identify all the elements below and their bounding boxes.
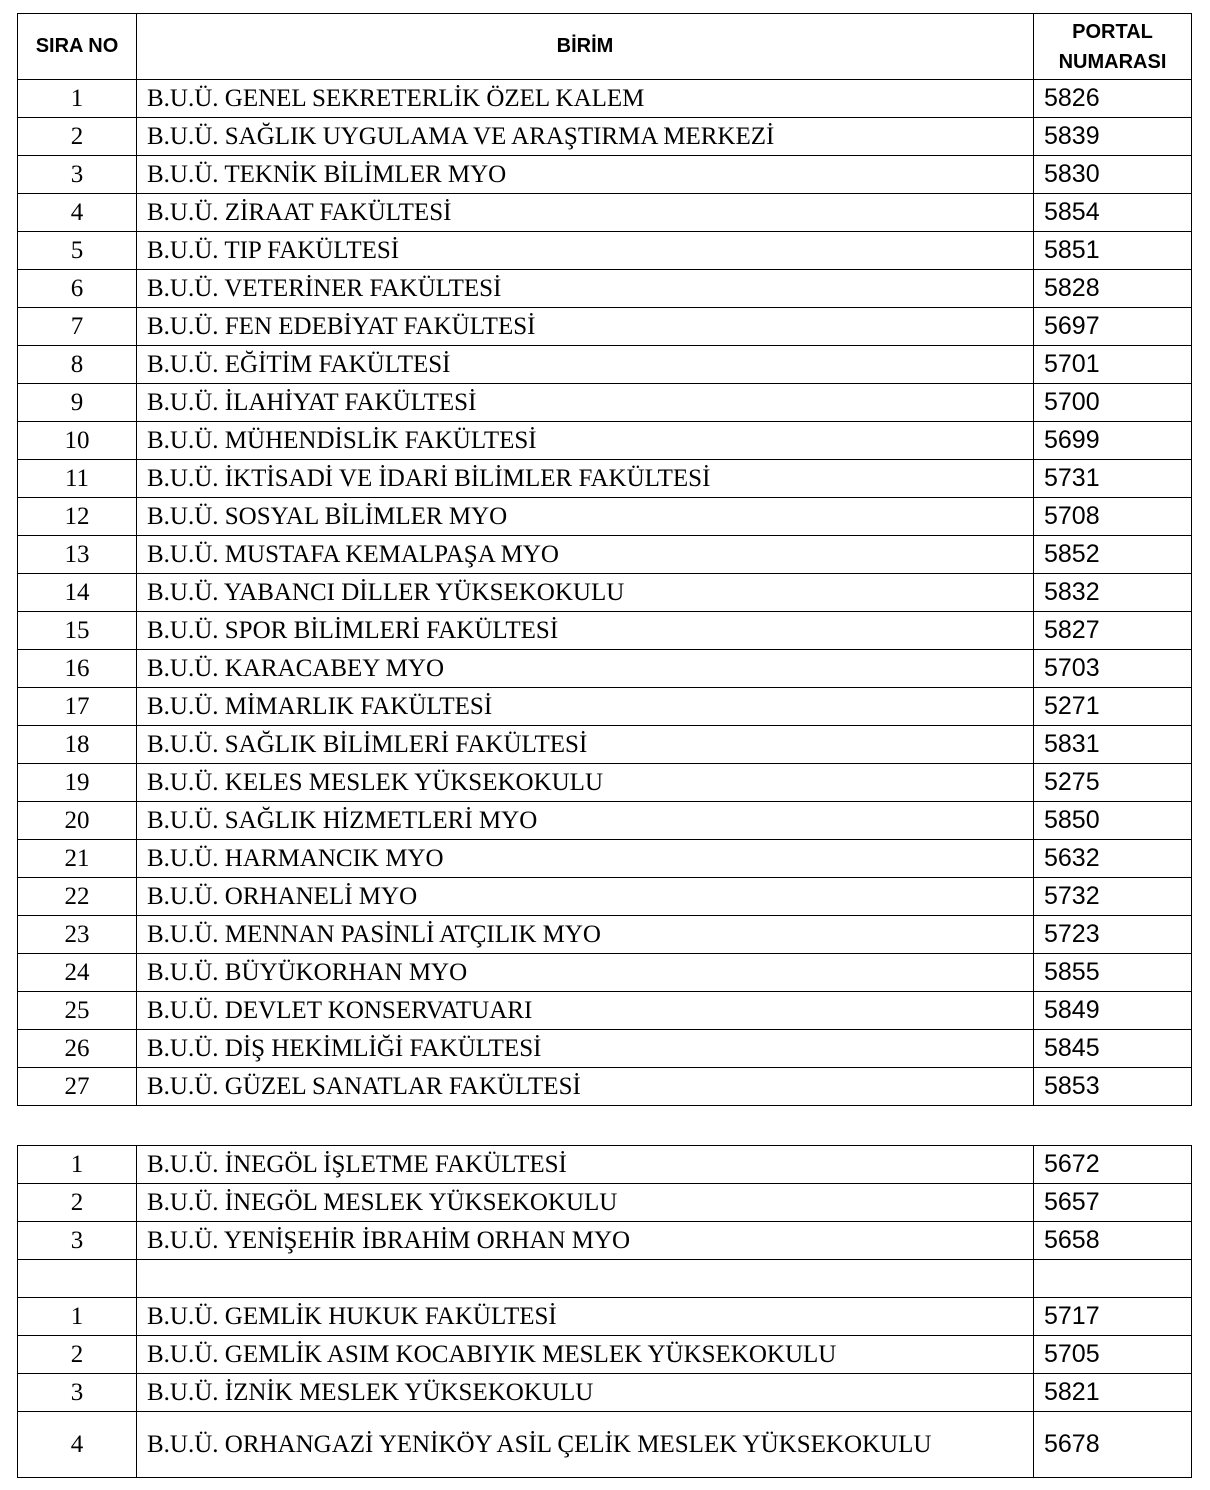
birim-cell: B.U.Ü. YENİŞEHİR İBRAHİM ORHAN MYO: [137, 1222, 1034, 1260]
main-units-table: [17, 13, 1192, 1106]
birim-cell: B.U.Ü. VETERİNER FAKÜLTESİ: [137, 270, 1034, 308]
sira-no-cell: 2: [18, 118, 137, 156]
table-row: [18, 1030, 1192, 1068]
sira-no-cell: 17: [18, 688, 137, 726]
table-row: [18, 270, 1192, 308]
table-row: [18, 574, 1192, 612]
sira-no-cell: 25: [18, 992, 137, 1030]
portal-number-cell: 5851: [1034, 232, 1192, 270]
header-portal-line1: PORTAL: [1072, 20, 1153, 43]
portal-number-cell: 5672: [1034, 1146, 1192, 1184]
portal-number-cell: 5697: [1034, 308, 1192, 346]
portal-number-cell: 5831: [1034, 726, 1192, 764]
table-row: [18, 156, 1192, 194]
table-row: [18, 536, 1192, 574]
portal-number-cell: 5703: [1034, 650, 1192, 688]
table-row: [18, 650, 1192, 688]
sira-no-cell: 7: [18, 308, 137, 346]
portal-number-cell: 5705: [1034, 1336, 1192, 1374]
sira-no-cell: 16: [18, 650, 137, 688]
portal-number-cell: 5701: [1034, 346, 1192, 384]
portal-number-cell: 5717: [1034, 1298, 1192, 1336]
portal-number-cell: 5731: [1034, 460, 1192, 498]
portal-number-cell: 5271: [1034, 688, 1192, 726]
header-birim: BİRİM: [137, 14, 1034, 80]
table-row: [18, 802, 1192, 840]
table-row: [18, 916, 1192, 954]
sira-no-cell: 11: [18, 460, 137, 498]
table-row: [18, 422, 1192, 460]
header-portal-line2: NUMARASI: [1058, 50, 1167, 73]
sira-no-cell: 5: [18, 232, 137, 270]
sira-no-cell: 13: [18, 536, 137, 574]
birim-cell: B.U.Ü. GEMLİK HUKUK FAKÜLTESİ: [137, 1298, 1034, 1336]
sira-no-cell: 4: [18, 194, 137, 232]
table-row: [18, 498, 1192, 536]
portal-number-cell: 5830: [1034, 156, 1192, 194]
table-row: [18, 1374, 1192, 1412]
sira-no-cell: 21: [18, 840, 137, 878]
birim-cell: B.U.Ü. İLAHİYAT FAKÜLTESİ: [137, 384, 1034, 422]
portal-number-cell: 5657: [1034, 1184, 1192, 1222]
birim-cell: B.U.Ü. MUSTAFA KEMALPAŞA MYO: [137, 536, 1034, 574]
birim-cell: B.U.Ü. MÜHENDİSLİK FAKÜLTESİ: [137, 422, 1034, 460]
sira-no-cell: 22: [18, 878, 137, 916]
sira-no-cell: 3: [18, 1222, 137, 1260]
birim-cell: B.U.Ü. BÜYÜKORHAN MYO: [137, 954, 1034, 992]
sira-no-cell: 3: [18, 156, 137, 194]
portal-number-cell: 5855: [1034, 954, 1192, 992]
birim-cell: [137, 1260, 1034, 1298]
birim-cell: B.U.Ü. GENEL SEKRETERLİK ÖZEL KALEM: [137, 80, 1034, 118]
table-row: [18, 1146, 1192, 1184]
campus-units-table: [17, 1145, 1192, 1478]
portal-number-cell: [1034, 1260, 1192, 1298]
table-row: [18, 80, 1192, 118]
portal-number-cell: 5821: [1034, 1374, 1192, 1412]
table-row: [18, 384, 1192, 422]
portal-number-cell: 5850: [1034, 802, 1192, 840]
table-row: [18, 460, 1192, 498]
portal-number-cell: 5699: [1034, 422, 1192, 460]
portal-number-cell: 5723: [1034, 916, 1192, 954]
table-row: [18, 992, 1192, 1030]
birim-cell: B.U.Ü. DİŞ HEKİMLİĞİ FAKÜLTESİ: [137, 1030, 1034, 1068]
sira-no-cell: 20: [18, 802, 137, 840]
sira-no-cell: 1: [18, 80, 137, 118]
birim-cell: B.U.Ü. GÜZEL SANATLAR FAKÜLTESİ: [137, 1068, 1034, 1106]
table-row: [18, 840, 1192, 878]
table-row: [18, 1412, 1192, 1478]
birim-cell: B.U.Ü. İZNİK MESLEK YÜKSEKOKULU: [137, 1374, 1034, 1412]
header-portal-numarasi: [1034, 14, 1192, 80]
birim-cell: B.U.Ü. SAĞLIK HİZMETLERİ MYO: [137, 802, 1034, 840]
table-row: [18, 118, 1192, 156]
birim-cell: B.U.Ü. FEN EDEBİYAT FAKÜLTESİ: [137, 308, 1034, 346]
sira-no-cell: 4: [18, 1412, 137, 1478]
table-row: [18, 764, 1192, 802]
portal-number-cell: 5845: [1034, 1030, 1192, 1068]
birim-cell: B.U.Ü. MENNAN PASİNLİ ATÇILIK MYO: [137, 916, 1034, 954]
portal-number-cell: 5632: [1034, 840, 1192, 878]
portal-number-cell: 5853: [1034, 1068, 1192, 1106]
sira-no-cell: 14: [18, 574, 137, 612]
birim-cell: B.U.Ü. İNEGÖL MESLEK YÜKSEKOKULU: [137, 1184, 1034, 1222]
table-row: [18, 688, 1192, 726]
portal-number-cell: 5700: [1034, 384, 1192, 422]
sira-no-cell: 26: [18, 1030, 137, 1068]
portal-number-cell: 5827: [1034, 612, 1192, 650]
table-row: [18, 232, 1192, 270]
birim-cell: B.U.Ü. TIP FAKÜLTESİ: [137, 232, 1034, 270]
sira-no-cell: [18, 1260, 137, 1298]
birim-cell: B.U.Ü. MİMARLIK FAKÜLTESİ: [137, 688, 1034, 726]
header-sira-no: SIRA NO: [18, 14, 137, 80]
birim-cell: B.U.Ü. HARMANCIK MYO: [137, 840, 1034, 878]
birim-cell: B.U.Ü. SAĞLIK UYGULAMA VE ARAŞTIRMA MERKEZİ: [137, 118, 1034, 156]
portal-number-cell: 5854: [1034, 194, 1192, 232]
birim-cell: B.U.Ü. ZİRAAT FAKÜLTESİ: [137, 194, 1034, 232]
table-row: [18, 1298, 1192, 1336]
table-row: [18, 1068, 1192, 1106]
table-row: [18, 1260, 1192, 1298]
birim-cell: B.U.Ü. SOSYAL BİLİMLER MYO: [137, 498, 1034, 536]
table-row: [18, 878, 1192, 916]
birim-cell: B.U.Ü. KELES MESLEK YÜKSEKOKULU: [137, 764, 1034, 802]
sira-no-cell: 1: [18, 1146, 137, 1184]
sira-no-cell: 2: [18, 1336, 137, 1374]
portal-number-cell: 5708: [1034, 498, 1192, 536]
portal-number-cell: 5852: [1034, 536, 1192, 574]
sira-no-cell: 18: [18, 726, 137, 764]
sira-no-cell: 12: [18, 498, 137, 536]
sira-no-cell: 1: [18, 1298, 137, 1336]
portal-number-cell: 5732: [1034, 878, 1192, 916]
birim-cell: B.U.Ü. SPOR BİLİMLERİ FAKÜLTESİ: [137, 612, 1034, 650]
portal-number-cell: 5678: [1034, 1412, 1192, 1478]
table-header-row: [18, 14, 1192, 80]
sira-no-cell: 9: [18, 384, 137, 422]
birim-cell: B.U.Ü. TEKNİK BİLİMLER MYO: [137, 156, 1034, 194]
birim-cell: B.U.Ü. DEVLET KONSERVATUARI: [137, 992, 1034, 1030]
portal-number-cell: 5275: [1034, 764, 1192, 802]
table-row: [18, 346, 1192, 384]
table-row: [18, 612, 1192, 650]
portal-number-cell: 5658: [1034, 1222, 1192, 1260]
sira-no-cell: 19: [18, 764, 137, 802]
portal-number-cell: 5839: [1034, 118, 1192, 156]
birim-cell: B.U.Ü. İKTİSADİ VE İDARİ BİLİMLER FAKÜLTESİ: [137, 460, 1034, 498]
portal-number-cell: 5849: [1034, 992, 1192, 1030]
sira-no-cell: 3: [18, 1374, 137, 1412]
table-row: [18, 1222, 1192, 1260]
birim-cell: B.U.Ü. YABANCI DİLLER YÜKSEKOKULU: [137, 574, 1034, 612]
sira-no-cell: 2: [18, 1184, 137, 1222]
table-row: [18, 308, 1192, 346]
birim-cell: B.U.Ü. ORHANGAZİ YENİKÖY ASİL ÇELİK MESLEK YÜKSEKOKULU: [137, 1412, 1034, 1478]
birim-cell: B.U.Ü. İNEGÖL İŞLETME FAKÜLTESİ: [137, 1146, 1034, 1184]
birim-cell: B.U.Ü. EĞİTİM FAKÜLTESİ: [137, 346, 1034, 384]
table-row: [18, 1336, 1192, 1374]
portal-number-cell: 5826: [1034, 80, 1192, 118]
table-row: [18, 726, 1192, 764]
sira-no-cell: 8: [18, 346, 137, 384]
birim-cell: B.U.Ü. SAĞLIK BİLİMLERİ FAKÜLTESİ: [137, 726, 1034, 764]
table-row: [18, 1184, 1192, 1222]
portal-number-cell: 5828: [1034, 270, 1192, 308]
sira-no-cell: 15: [18, 612, 137, 650]
portal-number-cell: 5832: [1034, 574, 1192, 612]
sira-no-cell: 27: [18, 1068, 137, 1106]
table-row: [18, 954, 1192, 992]
sira-no-cell: 23: [18, 916, 137, 954]
sira-no-cell: 10: [18, 422, 137, 460]
birim-cell: B.U.Ü. GEMLİK ASIM KOCABIYIK MESLEK YÜKSEKOKULU: [137, 1336, 1034, 1374]
table-row: [18, 194, 1192, 232]
sira-no-cell: 6: [18, 270, 137, 308]
birim-cell: B.U.Ü. ORHANELİ MYO: [137, 878, 1034, 916]
sira-no-cell: 24: [18, 954, 137, 992]
birim-cell: B.U.Ü. KARACABEY MYO: [137, 650, 1034, 688]
